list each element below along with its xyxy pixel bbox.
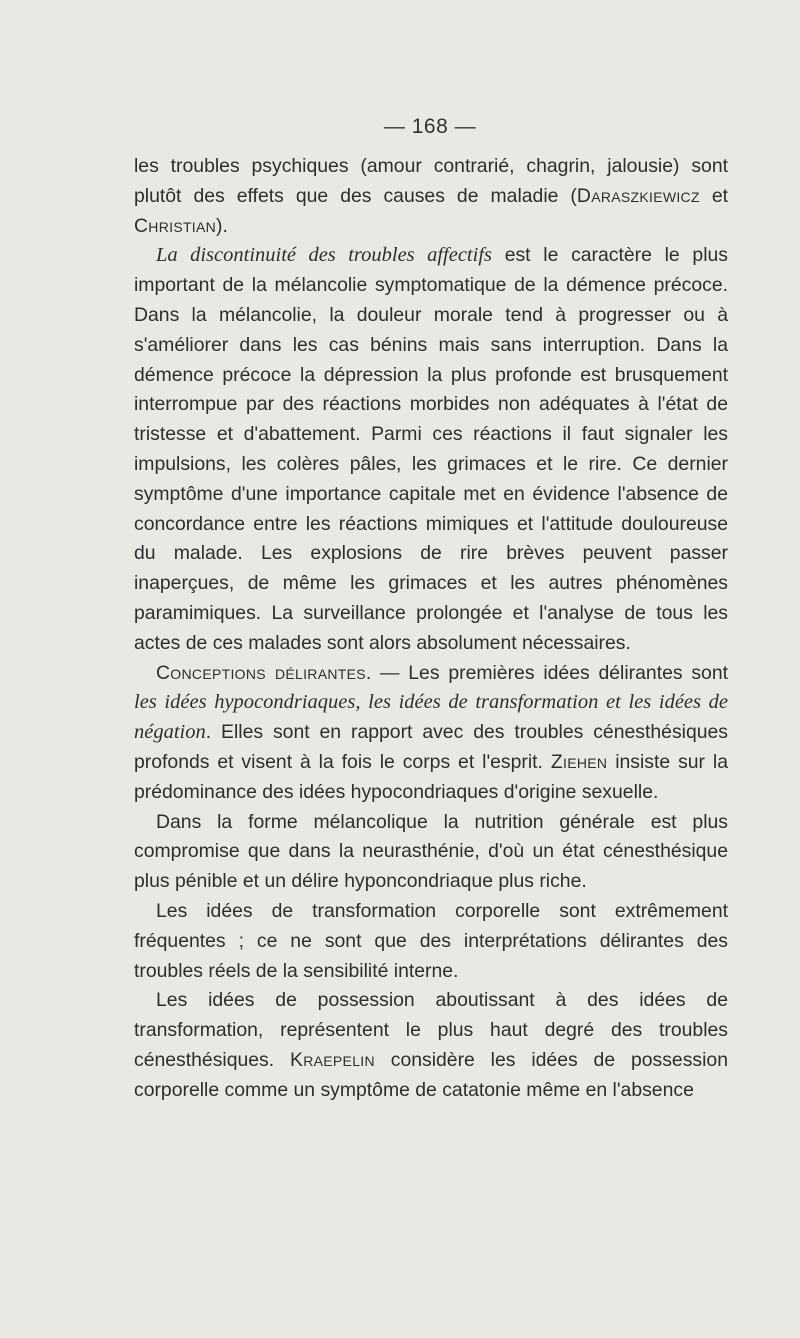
text-run: et xyxy=(699,184,728,207)
paragraph xyxy=(134,241,728,658)
text-run: considère les idées de possession corporelle comme un symptôme de catatonie même en l'absence xyxy=(134,1048,728,1101)
paragraph xyxy=(134,659,728,808)
author-name: Kraepelin xyxy=(290,1048,375,1071)
text-run: Les idées de possession aboutissant à des idées de transformation, représentent le plus haut degré des troubles cénesthésiques. xyxy=(134,989,728,1071)
text-run: les troubles psychiques (amour contrarié, chagrin, jalousie) sont plutôt des effets que des causes de maladie ( xyxy=(134,155,728,207)
text-run: Dans la forme mélancolique la nutrition générale est plus compromise que dans la neurasthénie, d'où un état cénesthésique plus pénible et un délire hyponcondriaque plus riche. xyxy=(134,810,728,893)
text-run: . — Les premières idées délirantes sont xyxy=(365,661,729,684)
text-run: ). xyxy=(216,214,228,237)
author-name: Daraszkiewicz xyxy=(576,184,700,207)
author-name: Ziehen xyxy=(550,750,608,773)
body-text xyxy=(134,152,728,1106)
paragraph xyxy=(134,986,728,1105)
text-run: . Elles sont en rapport avec des troubles cénesthésiques profonds et visent à la fois le corps et l'esprit. xyxy=(134,721,728,773)
text-run: est le caractère le plus important de la mélancolie symptomatique de la démence précoce. Dans la mélancolie, la douleur morale tend à progresser ou à s'améliorer dans les cas bénins mais sans interruption. Dans la démence précoce la dépression la plus profonde est brusquement interrompue par des réactions morbides non adéquates à l'état de tristesse et d'abattement. Parmi ces réactions il faut signaler les impulsions, les colères pâles, les grimaces et le rire. Ce dernier symptôme d'une importance capitale met en évidence l'absence de concordance entre les réactions mimiques et l'attitude douloureuse du malade. Les explosions de rire brèves peuvent passer inaperçues, de même les grimaces et les autres phénomènes paramimiques. La surveillance prolongée et l'analyse de tous les actes de ces malades sont alors absolument nécessaires. xyxy=(134,244,728,654)
paragraph xyxy=(134,897,728,986)
text-run: Les idées de transformation corporelle sont extrêmement fréquentes ; ce ne sont que des interprétations délirantes des troubles réels de la sensibilité interne. xyxy=(134,899,728,982)
section-heading: Conceptions délirantes xyxy=(156,661,366,684)
text-run: insiste sur la prédominance des idées hypocondriaques d'origine sexuelle. xyxy=(134,750,728,803)
page-number: — 168 — xyxy=(383,115,477,138)
paragraph xyxy=(134,808,728,897)
emphasis-text: les idées hypocondriaques, les idées de transformation et les idées de négation xyxy=(134,691,728,744)
paragraph xyxy=(134,152,728,241)
author-name: Christian xyxy=(134,214,217,237)
emphasis-text: La discontinuité des troubles affectifs xyxy=(156,244,492,267)
